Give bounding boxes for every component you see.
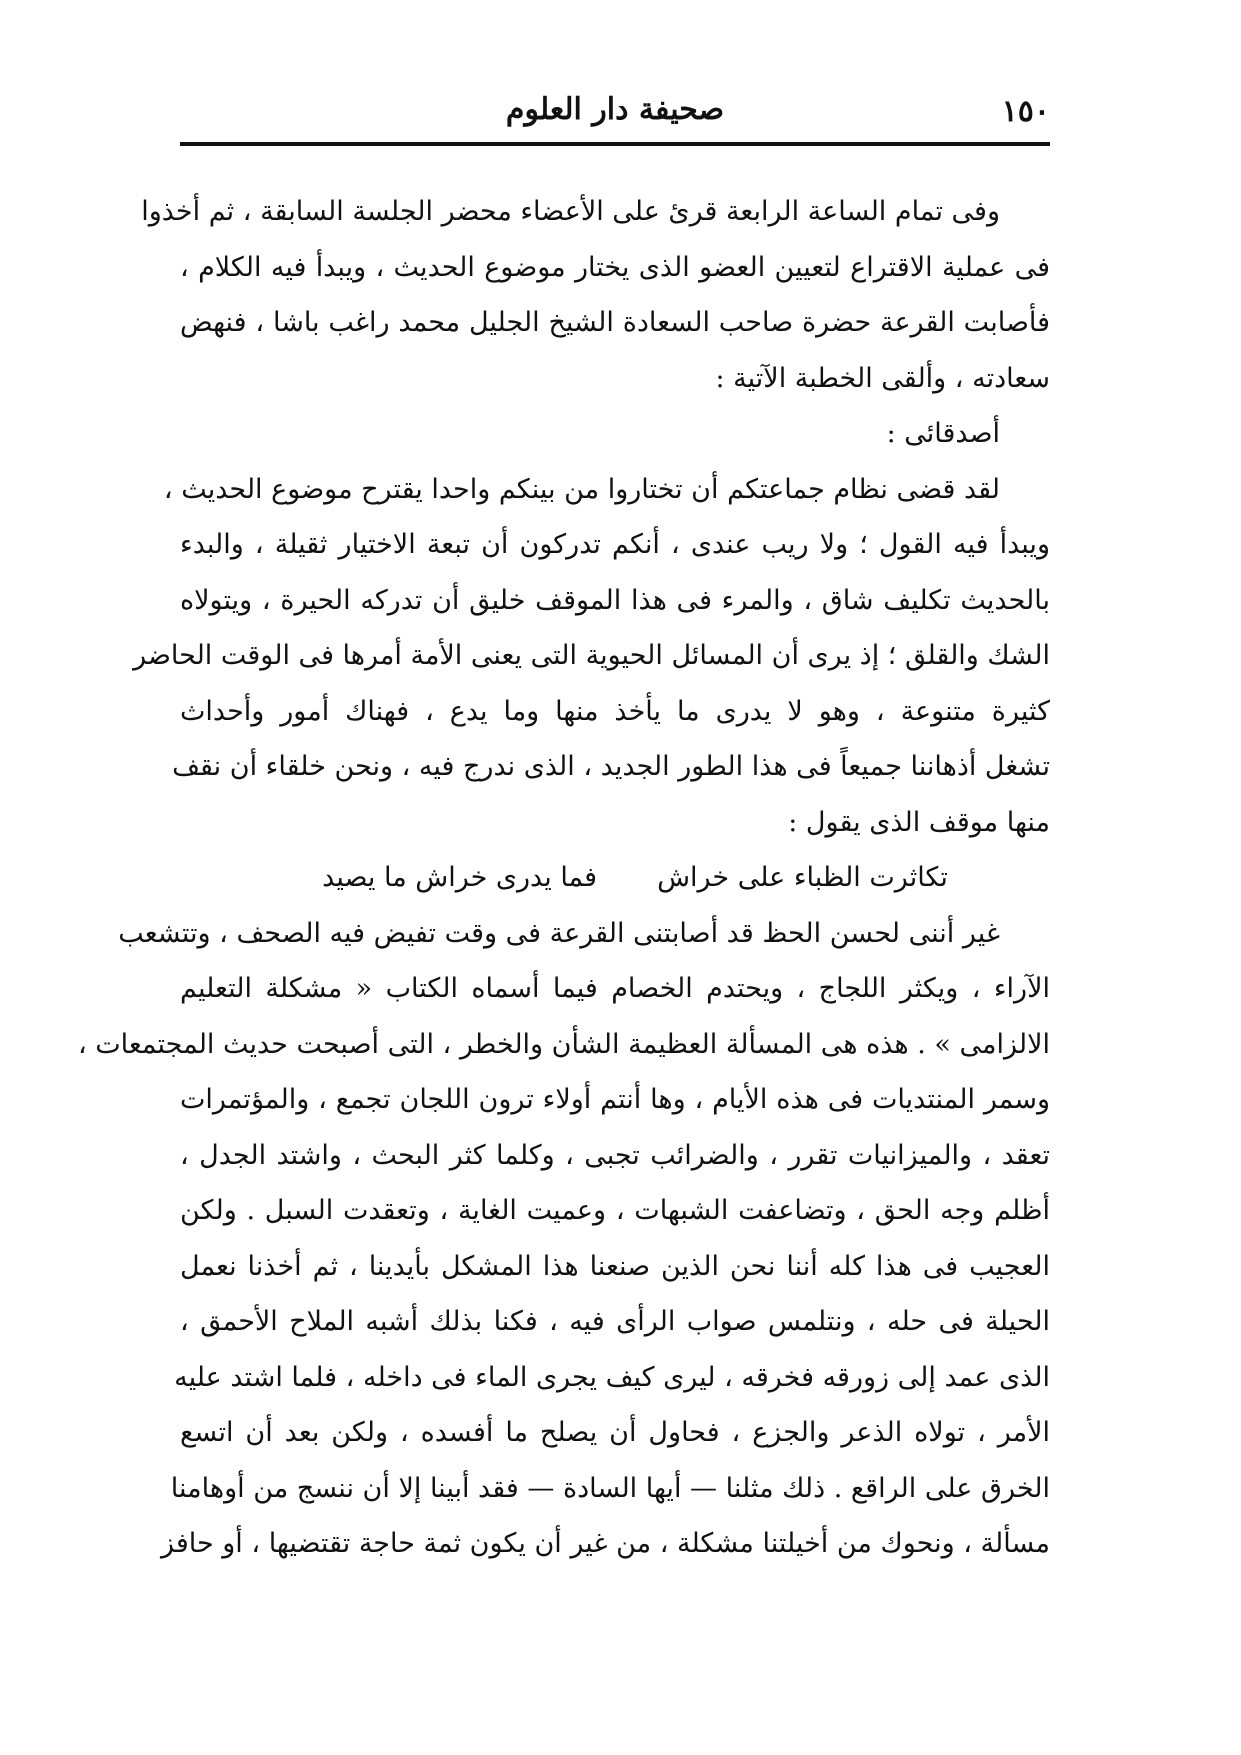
text-line: فأصابت القرعة حضرة صاحب السعادة الشيخ الجليل محمد راغب باشا ، فنهض — [180, 307, 1050, 338]
text-line: الشك والقلق ؛ إذ يرى أن المسائل الحيوية التى يعنى الأمة أمرها فى الوقت الحاضر — [133, 640, 1050, 671]
header-rule — [180, 142, 1050, 146]
text-line: ويبدأ فيه القول ؛ ولا ريب عندى ، أنكم تدركون أن تبعة الاختيار ثقيلة ، والبدء — [180, 529, 1050, 560]
text-line: الأمر ، تولاه الذعر والجزع ، فحاول أن يصلح ما أفسده ، ولكن بعد أن اتسع — [180, 1417, 1050, 1448]
text-line: كثيرة متنوعة ، وهو لا يدرى ما يأخذ منها وما يدع ، فهناك أمور وأحداث — [180, 695, 1050, 727]
text-line: وفى تمام الساعة الرابعة قرئ على الأعضاء محضر الجلسة السابقة ، ثم أخذوا — [141, 196, 1000, 227]
salutation-line: أصدقائى : — [886, 418, 1000, 449]
text-line: سعادته ، وألقى الخطبة الآتية : — [715, 362, 1050, 394]
text-line: تشغل أذهاننا جميعاً فى هذا الطور الجديد ، الذى ندرج فيه ، ونحن خلقاء أن نقف — [172, 751, 1050, 782]
body-text — [77, 184, 1050, 1572]
text-line: العجيب فى هذا كله أننا نحن الذين صنعنا هذا المشكل بأيدينا ، ثم أخذنا نعمل — [180, 1250, 1050, 1282]
text-line: الخرق على الراقع . ذلك مثلنا — أيها السادة — فقد أبينا إلا أن ننسج من أوهامنا — [170, 1472, 1050, 1504]
text-line: غير أننى لحسن الحظ قد أصابتنى القرعة فى وقت تفيض فيه الصحف ، وتتشعب — [118, 917, 1000, 949]
text-line: مسألة ، ونحوك من أخيلتنا مشكلة ، من غير أن يكون ثمة حاجة تقتضيها ، أو حافز — [160, 1528, 1050, 1559]
text-line: الآراء ، ويكثر اللجاج ، ويحتدم الخصام فيما أسماه الكتاب « مشكلة التعليم — [180, 973, 1050, 1004]
verse-first-hemistich: تكاثرت الظباء على خراش — [657, 862, 948, 893]
text-line: الالزامى » . هذه هى المسألة العظيمة الشأن والخطر ، التى أصبحت حديث المجتمعات ، — [77, 1028, 1050, 1060]
verse-second-hemistich: فما يدرى خراش ما يصيد — [322, 862, 598, 893]
text-line: منها موقف الذى يقول : — [788, 806, 1050, 838]
page-number: ١٥٠ — [1001, 94, 1050, 129]
text-line: أظلم وجه الحق ، وتضاعفت الشبهات ، وعميت الغاية ، وتعقدت السبل . ولكن — [180, 1195, 1050, 1226]
text-line: بالحديث تكليف شاق ، والمرء فى هذا الموقف خليق أن تدركه الحيرة ، ويتولاه — [180, 584, 1050, 616]
text-line: الحيلة فى حله ، ونتلمس صواب الرأى فيه ، فكنا بذلك أشبه الملاح الأحمق ، — [180, 1306, 1050, 1337]
text-line: لقد قضى نظام جماعتكم أن تختاروا من بينكم واحدا يقترح موضوع الحديث ، — [163, 473, 1000, 505]
text-line: الذى عمد إلى زورقه فخرقه ، ليرى كيف يجرى الماء فى داخله ، فلما اشتد عليه — [174, 1361, 1050, 1393]
poetry-verse — [180, 850, 1050, 906]
running-title: صحيفة دار العلوم — [505, 92, 725, 127]
text-line: تعقد ، والميزانيات تقرر ، والضرائب تجبى ، وكلما كثر البحث ، واشتد الجدل ، — [180, 1139, 1050, 1171]
text-line: وسمر المنتديات فى هذه الأيام ، وها أنتم أولاء ترون اللجان تجمع ، والمؤتمرات — [180, 1084, 1050, 1115]
page-header — [180, 88, 1050, 140]
text-line: فى عملية الاقتراع لتعيين العضو الذى يختار موضوع الحديث ، ويبدأ فيه الكلام ، — [180, 251, 1050, 283]
